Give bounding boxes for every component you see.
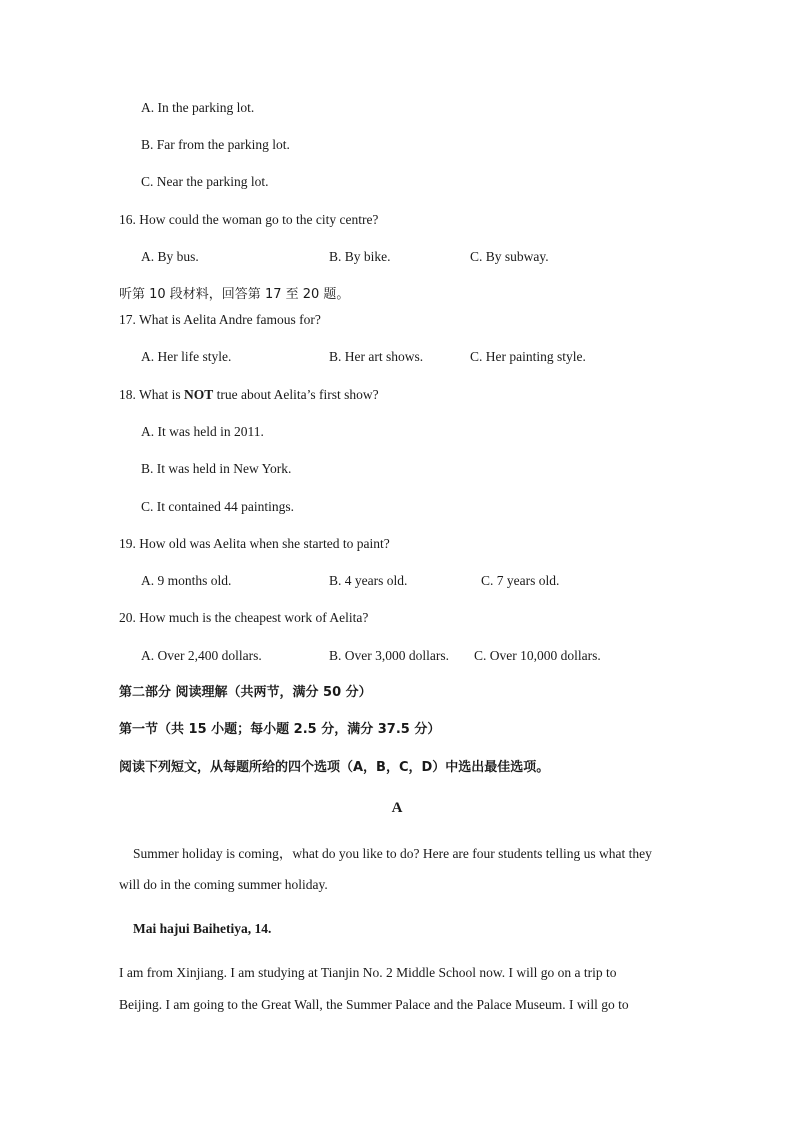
q20-option-b: B. Over 3,000 dollars. <box>329 648 449 663</box>
q16-option-a: A. By bus. <box>141 249 199 264</box>
q19-question: 19. How old was Aelita when she started to paint? <box>119 536 390 551</box>
section-10-instruction: 听第 10 段材料，回答第 17 至 20 题。 <box>119 287 350 302</box>
q16-question: 16. How could the woman go to the city centre? <box>119 212 379 227</box>
q16-option-b: B. By bike. <box>329 249 391 264</box>
passage-body-line-2: Beijing. I am going to the Great Wall, the Summer Palace and the Palace Museum. I will go to <box>119 997 629 1012</box>
q19-option-c: C. 7 years old. <box>481 573 560 588</box>
q19-option-a: A. 9 months old. <box>141 573 232 588</box>
passage-intro-line-2: will do in the coming summer holiday. <box>119 877 328 892</box>
q17-question: 17. What is Aelita Andre famous for? <box>119 312 321 327</box>
q18-question <box>119 386 379 404</box>
part2-instructions: 阅读下列短文，从每题所给的四个选项（A，B，C，D）中选出最佳选项。 <box>119 760 550 775</box>
q17-option-a: A. Her life style. <box>141 349 232 364</box>
q18-option-a: A. It was held in 2011. <box>141 424 264 439</box>
passage-label: A <box>391 800 403 816</box>
q16-option-c: C. By subway. <box>470 249 549 264</box>
q20-option-a: A. Over 2,400 dollars. <box>141 648 262 663</box>
q18-emphasis: NOT <box>184 387 214 402</box>
q18-suffix: true about Aelita’s first show? <box>213 387 379 402</box>
q18-option-c: C. It contained 44 paintings. <box>141 499 294 514</box>
q18-option-b: B. It was held in New York. <box>141 461 292 476</box>
student-name: Mai hajui Baihetiya, 14. <box>133 921 272 936</box>
q15-option-b: B. Far from the parking lot. <box>141 137 290 152</box>
q19-option-b: B. 4 years old. <box>329 573 408 588</box>
q15-option-c: C. Near the parking lot. <box>141 174 269 189</box>
q20-option-c: C. Over 10,000 dollars. <box>474 648 601 663</box>
passage-intro-line-1: Summer holiday is coming，what do you like to do? Here are four students telling us what they <box>133 846 652 861</box>
passage-body-line-1: I am from Xinjiang. I am studying at Tianjin No. 2 Middle School now. I will go on a trip to <box>119 965 617 980</box>
part2-section1: 第一节（共 15 小题；每小题 2.5 分，满分 37.5 分） <box>119 722 441 737</box>
q20-question: 20. How much is the cheapest work of Aelita? <box>119 610 369 625</box>
q17-option-b: B. Her art shows. <box>329 349 424 364</box>
q17-option-c: C. Her painting style. <box>470 349 586 364</box>
part2-title: 第二部分 阅读理解（共两节，满分 50 分） <box>119 685 372 700</box>
q15-option-a: A. In the parking lot. <box>141 100 255 115</box>
q18-prefix: 18. What is <box>119 387 184 402</box>
